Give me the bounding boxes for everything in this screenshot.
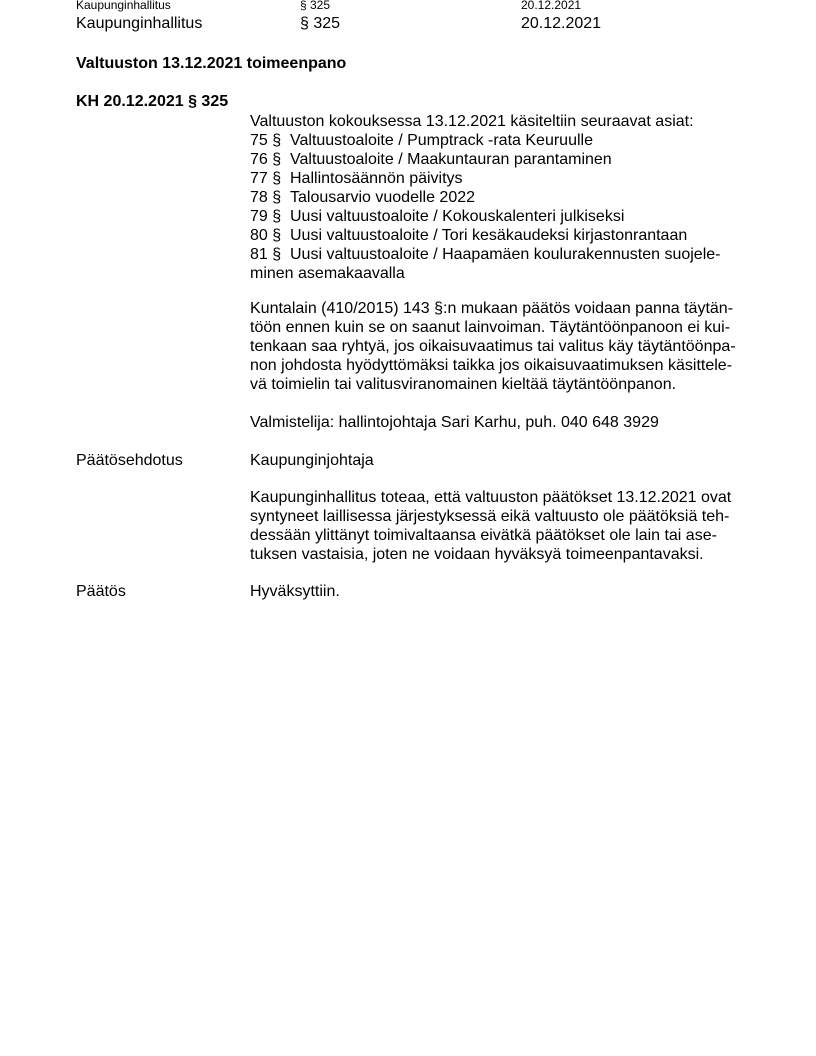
- page-header: [0, 14, 816, 34]
- header-small-date: 20.12.2021: [521, 0, 582, 12]
- item-text: Hallintosäännön päivitys: [290, 170, 463, 187]
- item-number: 80 §: [250, 227, 282, 244]
- list-item: [250, 169, 750, 188]
- item-text: Valtuustoaloite / Pumptrack -rata Keuruulle: [290, 132, 593, 149]
- paragraph-line: Kuntalain (410/2015) 143 §:n mukaan päätös voidaan panna täytän-: [250, 300, 734, 317]
- header-small: [0, 0, 816, 12]
- proposal-line: dessään ylittänyt toimivaltaansa eivätkä päätökset ole lain tai ase-: [250, 527, 717, 544]
- proposal-author: Kaupunginjohtaja: [250, 452, 374, 469]
- item-text: Uusi valtuustoaloite / Haapamäen koulurakennusten suojele-: [290, 246, 721, 263]
- list-item: [250, 245, 750, 264]
- item-number: 77 §: [250, 170, 282, 187]
- item-text: Valtuustoaloite / Maakuntauran parantaminen: [290, 151, 612, 168]
- paragraph-line: tenkaan saa ryhtyä, jos oikaisuvaatimus tai valitus käy täytäntöönpa-: [250, 338, 736, 355]
- item-number: 76 §: [250, 151, 282, 168]
- header-section: § 325: [300, 15, 341, 32]
- document-title: Valtuuston 13.12.2021 toimeenpano: [76, 55, 347, 72]
- proposal-text: [250, 488, 750, 564]
- proposal-line: syntyneet laillisessa järjestyksessä eikä valtuusto ole päätöksiä teh-: [250, 508, 730, 525]
- preparer-line: Valmistelija: hallintojohtaja Sari Karhu, puh. 040 648 3929: [250, 414, 659, 431]
- proposal-label: Päätösehdotus: [76, 452, 183, 469]
- agenda-intro: Valtuuston kokouksessa 13.12.2021 käsiteltiin seuraavat asiat:: [250, 113, 694, 130]
- item-number: 78 §: [250, 189, 282, 206]
- proposal-line: Kaupunginhallitus toteaa, että valtuuston päätökset 13.12.2021 ovat: [250, 489, 732, 506]
- item-text: Talousarvio vuodelle 2022: [290, 189, 476, 206]
- item-number: 75 §: [250, 132, 282, 149]
- list-item: [250, 131, 750, 150]
- item-continuation: minen asemakaavalla: [250, 265, 405, 282]
- decision-label: Päätös: [76, 583, 126, 600]
- item-text: Uusi valtuustoaloite / Tori kesäkaudeksi kirjastonrantaan: [290, 227, 688, 244]
- section-label: KH 20.12.2021 § 325: [76, 93, 229, 110]
- item-text: Uusi valtuustoaloite / Kokouskalenteri julkiseksi: [290, 208, 625, 225]
- legal-paragraph: [250, 299, 750, 394]
- agenda-block: [250, 112, 750, 283]
- paragraph-line: vä toimielin tai valitusviranomainen kieltää täytäntöönpanon.: [250, 376, 677, 393]
- item-number: 79 §: [250, 208, 282, 225]
- item-number: 81 §: [250, 246, 282, 263]
- decision-value: Hyväksyttiin.: [250, 583, 340, 600]
- paragraph-line: non johdosta hyödyttömäksi taikka jos oikaisuvaatimuksen käsittele-: [250, 357, 733, 374]
- paragraph-line: töön ennen kuin se on saanut lainvoiman. Täytäntöönpanoon ei kui-: [250, 319, 731, 336]
- header-small-section: § 325: [300, 0, 331, 12]
- list-item: [250, 207, 750, 226]
- proposal-line: tuksen vastaisia, joten ne voidaan hyväksyä toimeenpantavaksi.: [250, 546, 704, 563]
- header-body: Kaupunginhallitus: [76, 15, 203, 32]
- list-item: [250, 150, 750, 169]
- header-date: 20.12.2021: [521, 15, 602, 32]
- header-small-body: Kaupunginhallitus: [76, 0, 171, 12]
- list-item: [250, 188, 750, 207]
- list-item: [250, 226, 750, 245]
